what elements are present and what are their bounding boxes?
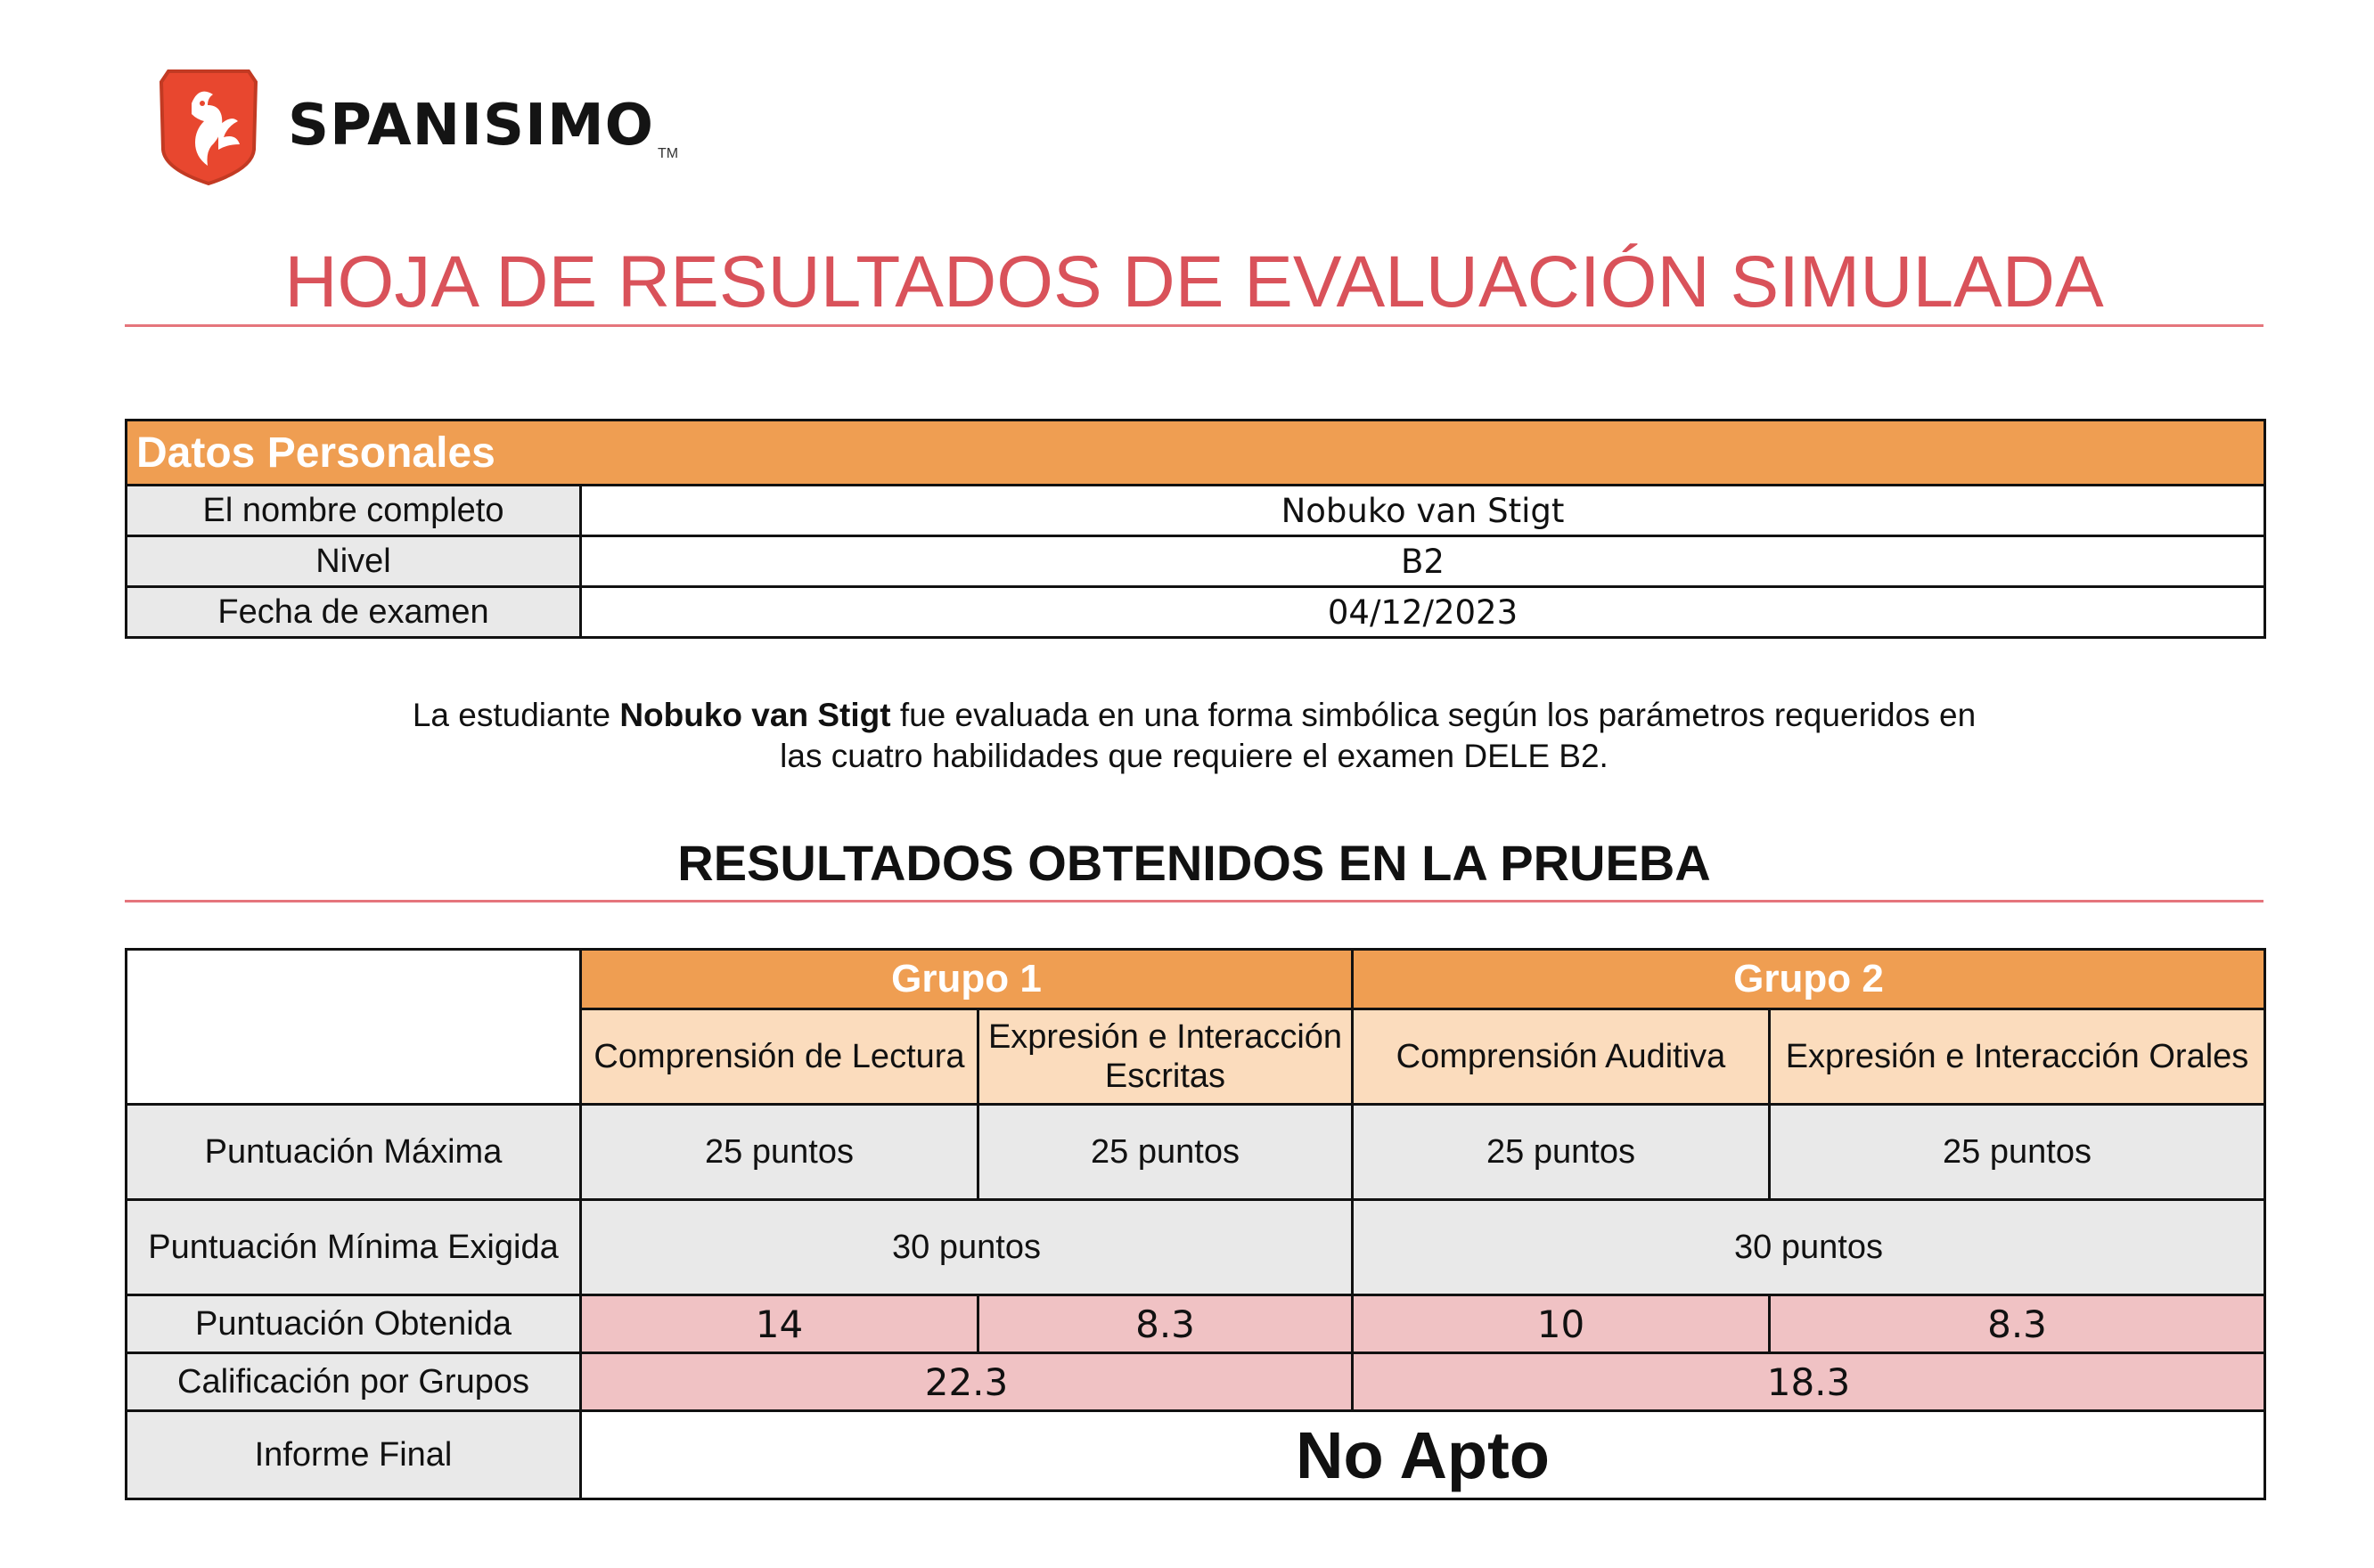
personal-data-header: Datos Personales — [127, 421, 2265, 486]
max-score-label: Puntuación Máxima — [127, 1105, 581, 1200]
table-row — [127, 1105, 2265, 1200]
brand-logo — [156, 64, 678, 187]
results-table — [125, 948, 2266, 1500]
max-score-speaking: 25 puntos — [1770, 1105, 2265, 1200]
table-row — [127, 1353, 2265, 1411]
min-score-group-1: 30 puntos — [581, 1200, 1353, 1295]
skill-reading: Comprensión de Lectura — [581, 1009, 978, 1105]
group-score-label: Calificación por Grupos — [127, 1353, 581, 1411]
skill-speaking: Expresión e Interacción Orales — [1770, 1009, 2265, 1105]
results-divider — [125, 900, 2263, 902]
full-name-label: El nombre completo — [127, 486, 581, 536]
table-row — [127, 1295, 2265, 1353]
table-row — [127, 1411, 2265, 1499]
page-title: HOJA DE RESULTADOS DE EVALUACIÓN SIMULADA — [284, 241, 2104, 323]
table-row — [127, 587, 2265, 638]
group-1-header: Grupo 1 — [581, 950, 1353, 1009]
personal-data-table — [125, 419, 2266, 639]
full-name-value: Nobuko van Stigt — [581, 486, 2265, 536]
min-score-group-2: 30 puntos — [1353, 1200, 2265, 1295]
results-corner-cell — [127, 950, 581, 1105]
level-value: B2 — [581, 536, 2265, 587]
table-row — [127, 486, 2265, 536]
table-row — [127, 1200, 2265, 1295]
obtained-score-listening: 10 — [1353, 1295, 1770, 1353]
group-score-2: 18.3 — [1353, 1353, 2265, 1411]
brand-name: SPANISIMO — [288, 93, 655, 159]
title-divider — [125, 324, 2263, 327]
obtained-score-speaking: 8.3 — [1770, 1295, 2265, 1353]
exam-date-label: Fecha de examen — [127, 587, 581, 638]
group-score-1: 22.3 — [581, 1353, 1353, 1411]
obtained-score-label: Puntuación Obtenida — [127, 1295, 581, 1353]
max-score-reading: 25 puntos — [581, 1105, 978, 1200]
obtained-score-writing: 8.3 — [978, 1295, 1353, 1353]
evaluation-statement — [392, 695, 1996, 777]
exam-date-value: 04/12/2023 — [581, 587, 2265, 638]
skill-listening: Comprensión Auditiva — [1353, 1009, 1770, 1105]
skill-writing: Expresión e Interacción Escritas — [978, 1009, 1353, 1105]
group-2-header: Grupo 2 — [1353, 950, 2265, 1009]
final-report-label: Informe Final — [127, 1411, 581, 1499]
statement-prefix: La estudiante — [412, 697, 620, 733]
final-report-value: No Apto — [581, 1411, 2265, 1499]
rooster-logo-icon — [156, 64, 261, 187]
level-label: Nivel — [127, 536, 581, 587]
trademark-mark: TM — [658, 146, 679, 161]
obtained-score-reading: 14 — [581, 1295, 978, 1353]
results-title: RESULTADOS OBTENIDOS EN LA PRUEBA — [677, 835, 1711, 891]
max-score-listening: 25 puntos — [1353, 1105, 1770, 1200]
min-score-label: Puntuación Mínima Exigida — [127, 1200, 581, 1295]
max-score-writing: 25 puntos — [978, 1105, 1353, 1200]
table-row — [127, 536, 2265, 587]
statement-student-name: Nobuko van Stigt — [619, 697, 891, 733]
statement-suffix: fue evaluada en una forma simbólica según los parámetros requeridos en las cuatro habilidades que requiere el examen DELE B2. — [780, 697, 1977, 774]
